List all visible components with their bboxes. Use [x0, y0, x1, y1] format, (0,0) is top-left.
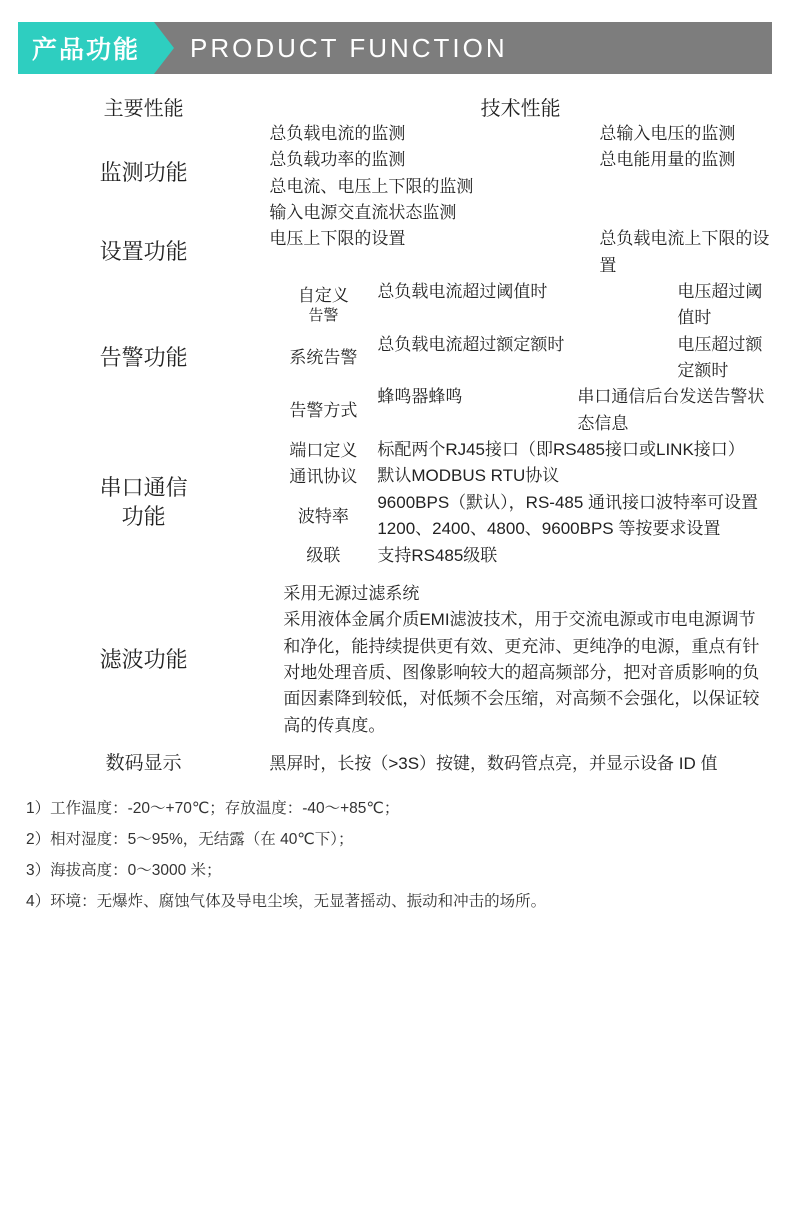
alarm-method-right: 串口通信后台发送告警状态信息	[577, 387, 765, 433]
row-body-settings	[269, 226, 772, 279]
serial-subrow-baud	[269, 490, 772, 543]
alarm-method-pair	[377, 384, 772, 437]
footnote-2: 2）相对湿度：5～95%，无结露（在 40℃下）；	[26, 831, 354, 849]
monitor-line-1	[269, 121, 772, 147]
serial-cascade-body: 支持RS485级联	[377, 545, 498, 565]
alarm-custom-right: 电压超过阈值时	[677, 282, 763, 328]
serial-port-body: 标配两个RJ45接口（即RS485接口或LINK接口）	[377, 440, 745, 460]
monitor-line-3: 总电流、电压上下限的监测	[269, 176, 474, 196]
alarm-method-body	[377, 384, 772, 437]
monitor-line-2-right: 总电能用量的监测	[599, 150, 736, 170]
serial-subrow-cascade	[269, 543, 772, 569]
alarm-sub-label-custom-line1: 自定义	[297, 286, 349, 306]
footnotes-list	[26, 793, 764, 917]
serial-subrow-port	[269, 437, 772, 463]
serial-subtable	[269, 437, 772, 569]
serial-baud-body: 9600BPS（默认），RS-485 通讯接口波特率可设置 1200、2400、4800、9600BPS 等按要求设置	[377, 492, 759, 539]
alarm-custom-body	[377, 279, 772, 332]
row-label-display: 数码显示	[105, 752, 182, 774]
table-row-alarm	[18, 279, 772, 437]
header-cell-main-performance: 主要性能	[103, 98, 184, 120]
row-body-serial	[269, 437, 772, 569]
alarm-system-right: 电压超过额定额时	[677, 334, 763, 381]
alarm-custom-left: 总负载电流超过阈值时	[377, 282, 548, 302]
table-header-row	[18, 92, 772, 121]
row-body-filter: 采用无源过滤系统 采用液体金属介质EMI滤波技术，用于交流电源或市电电源调节和净化，能持续提供更有效、更充沛、更纯净的电源，重点有针对地处理音质、图像影响较大的超高频部分，把对音质影响的负面因素降到较低，对低频不会压缩，对高频不会强化，以保证较高的传真度。	[283, 583, 760, 735]
monitor-line-2	[269, 147, 772, 173]
banner-arrow-shape	[154, 22, 174, 74]
monitor-line-2-left: 总负载功率的监测	[269, 150, 406, 170]
row-label-serial-line2: 功能	[121, 503, 166, 529]
alarm-subrow-system	[269, 332, 772, 385]
settings-line-1-right: 总负载电流上下限的设置	[599, 229, 770, 275]
alarm-method-left: 蜂鸣器蜂鸣	[377, 387, 463, 407]
row-label-settings: 设置功能	[99, 239, 188, 265]
table-row-display	[18, 751, 772, 777]
banner-english-title: PRODUCT FUNCTION	[190, 32, 508, 63]
monitor-line-1-left: 总负载电流的监测	[269, 124, 406, 143]
row-label-serial	[18, 437, 269, 569]
alarm-custom-pair	[377, 279, 772, 332]
alarm-system-left: 总负载电流超过额定额时	[377, 334, 565, 354]
alarm-sub-label-custom-line2: 告警	[308, 306, 339, 324]
settings-line-1-left: 电压上下限的设置	[269, 229, 406, 249]
alarm-system-pair	[377, 332, 772, 385]
banner-chinese-title: 产品功能	[18, 22, 154, 74]
alarm-subrow-method	[269, 384, 772, 437]
table-row-settings	[18, 226, 772, 279]
settings-line-1	[269, 226, 772, 279]
alarm-sub-label-method: 告警方式	[289, 401, 358, 421]
monitor-line-4: 输入电源交直流状态监测	[269, 203, 457, 223]
serial-sub-label-protocol: 通讯协议	[289, 467, 358, 487]
table-row-serial	[18, 437, 772, 569]
footnote-1: 1）工作温度：-20～+70℃；存放温度：-40～+85℃；	[26, 800, 400, 818]
serial-sub-label-baud: 波特率	[297, 506, 349, 526]
monitor-line-1-right: 总输入电压的监测	[599, 124, 736, 143]
alarm-sub-label-custom	[269, 279, 377, 332]
row-label-monitoring: 监测功能	[99, 160, 188, 186]
page-header-banner	[18, 22, 772, 74]
alarm-sub-label-system: 系统告警	[289, 348, 358, 368]
row-label-alarm: 告警功能	[99, 344, 188, 370]
row-body-monitoring	[269, 121, 772, 226]
serial-sub-label-cascade: 级联	[306, 546, 341, 566]
spec-table-wrapper	[18, 92, 772, 777]
table-row-filter	[18, 569, 772, 751]
serial-subrow-protocol	[269, 463, 772, 489]
row-body-display: 黑屏时，长按（>3S）按键，数码管点亮，并显示设备 ID 值	[269, 753, 718, 773]
row-label-serial-line1: 串口通信	[99, 475, 188, 501]
row-body-alarm	[269, 279, 772, 437]
header-cell-tech-performance: 技术性能	[480, 98, 561, 120]
footnote-3: 3）海拔高度：0～3000 米；	[26, 862, 222, 880]
table-row-monitoring	[18, 121, 772, 226]
serial-protocol-body: 默认MODBUS RTU协议	[377, 466, 560, 486]
row-label-filter: 滤波功能	[99, 646, 188, 672]
alarm-subrow-custom	[269, 279, 772, 332]
product-function-table	[18, 92, 772, 777]
serial-sub-label-port: 端口定义	[289, 440, 358, 460]
footnote-4: 4）环境：无爆炸、腐蚀气体及导电尘埃，无显著摇动、振动和冲击的场所。	[26, 893, 547, 911]
alarm-subtable	[269, 279, 772, 437]
alarm-system-body	[377, 332, 772, 385]
